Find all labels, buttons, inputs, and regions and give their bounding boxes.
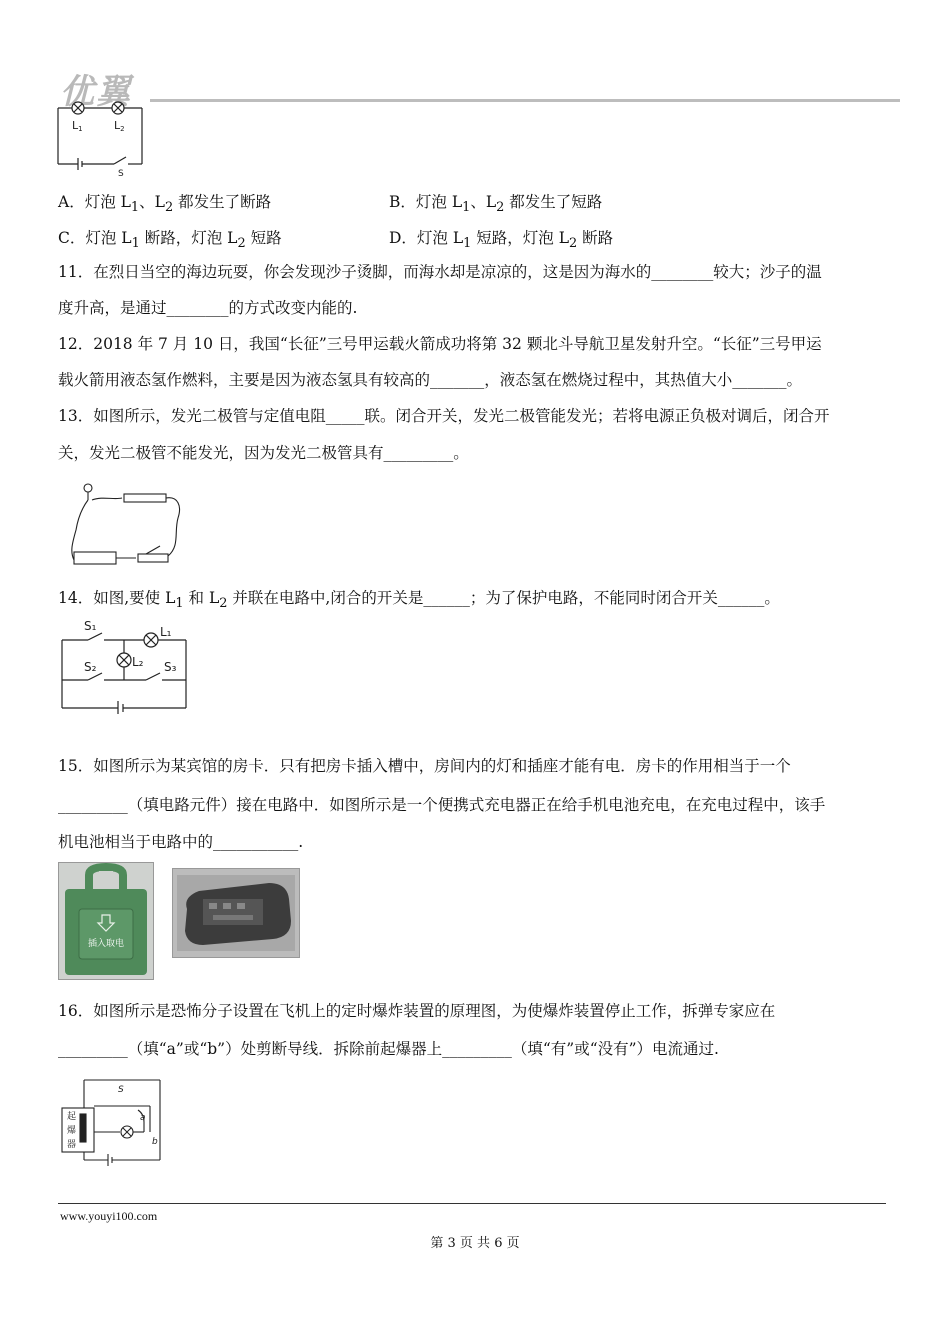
q14-text: 14．如图,要使 $L_1$ 和 $L_2$ 并联在电路中,闭合的开关是______；为了保护电路，不能同时闭合开关______。 [58,589,780,612]
q15-line3: 机电池相当于电路中的___________. [58,833,304,851]
q14-label-l2: L₂ [132,655,144,669]
q14-label-s2: S₂ [84,660,97,674]
q16-line2: _________（填“a”或“b”）处剪断导线．拆除前起爆器上_________（填“有”或“没有”）电流通过. [58,1040,719,1058]
q16-detonator-char3: 器 [67,1140,77,1150]
room-card-photo [58,862,154,980]
q14-circuit-figure [58,616,194,714]
q16-detonator-char1: 起 [67,1112,77,1122]
q13-circuit-figure [62,478,192,570]
q10-option-c: C．灯泡 $L_1$ 断路，灯泡 $L_2$ 短路 [58,229,282,252]
q16-label-a: a [140,1113,146,1123]
q14-label-s3: S₃ [164,660,177,674]
q15-line1: 15．如图所示为某宾馆的房卡．只有把房卡插入槽中，房间内的灯和插座才能有电．房卡的作用相当于一个 [58,757,791,775]
q10-option-d: D．灯泡 $L_1$ 短路，灯泡 $L_2$ 断路 [389,229,614,252]
q10-circuit-figure [50,98,150,178]
q14-label-l1: L₁ [160,625,172,639]
charger-photo [172,868,300,958]
q10-label-l1: L1 [72,119,83,133]
logo: 优翼 [60,72,132,112]
header-rule [150,99,900,102]
q11-line2: 度升高，是通过________的方式改变内能的. [58,299,358,317]
q14-label-s1: S₁ [84,619,97,633]
q10-label-s: S [118,169,124,178]
q12-line2: 载火箭用液态氢作燃料，主要是因为液态氢具有较高的_______，液态氢在燃烧过程中，其热值大小_______。 [58,371,803,389]
q15-line2: _________（填电路元件）接在电路中．如图所示是一个便携式充电器正在给手机电池充电，在充电过程中，该手 [58,796,826,814]
q13-line1: 13．如图所示，发光二极管与定值电阻_____联。闭合开关，发光二极管能发光；若将电源正负极对调后，闭合开 [58,407,830,425]
q10-label-l2: L2 [114,119,125,133]
footer-url: www.youyi100.com [60,1209,158,1223]
page-number: 第 3 页 共 6 页 [430,1236,520,1251]
q13-line2: 关，发光二极管不能发光，因为发光二极管具有_________。 [58,444,469,462]
q10-option-a: A．灯泡 $L_1$、$L_2$ 都发生了断路 [58,193,272,216]
q11-line1: 11．在烈日当空的海边玩耍，你会发现沙子烫脚，而海水却是凉凉的，这是因为海水的________较大；沙子的温 [58,263,822,281]
q16-detonator-char2: 爆 [67,1126,77,1136]
room-card-label: 插入取电 [87,939,125,949]
q10-option-b: B．灯泡 $L_1$、$L_2$ 都发生了短路 [389,193,603,216]
q16-line1: 16．如图所示是恐怖分子设置在飞机上的定时爆炸装置的原理图，为使爆炸装置停止工作，拆弹专家应在 [58,1002,776,1020]
q16-label-b: b [152,1137,158,1147]
room-card-image [59,863,153,979]
q16-circuit-figure [60,1076,166,1166]
footer-rule [58,1203,886,1204]
charger-image [173,869,299,957]
q12-line1: 12．2018 年 7 月 10 日，我国“长征”三号甲运载火箭成功将第 32 颗北斗导航卫星发射升空。“长征”三号甲运 [58,335,822,353]
q16-label-s: S [118,1085,124,1095]
